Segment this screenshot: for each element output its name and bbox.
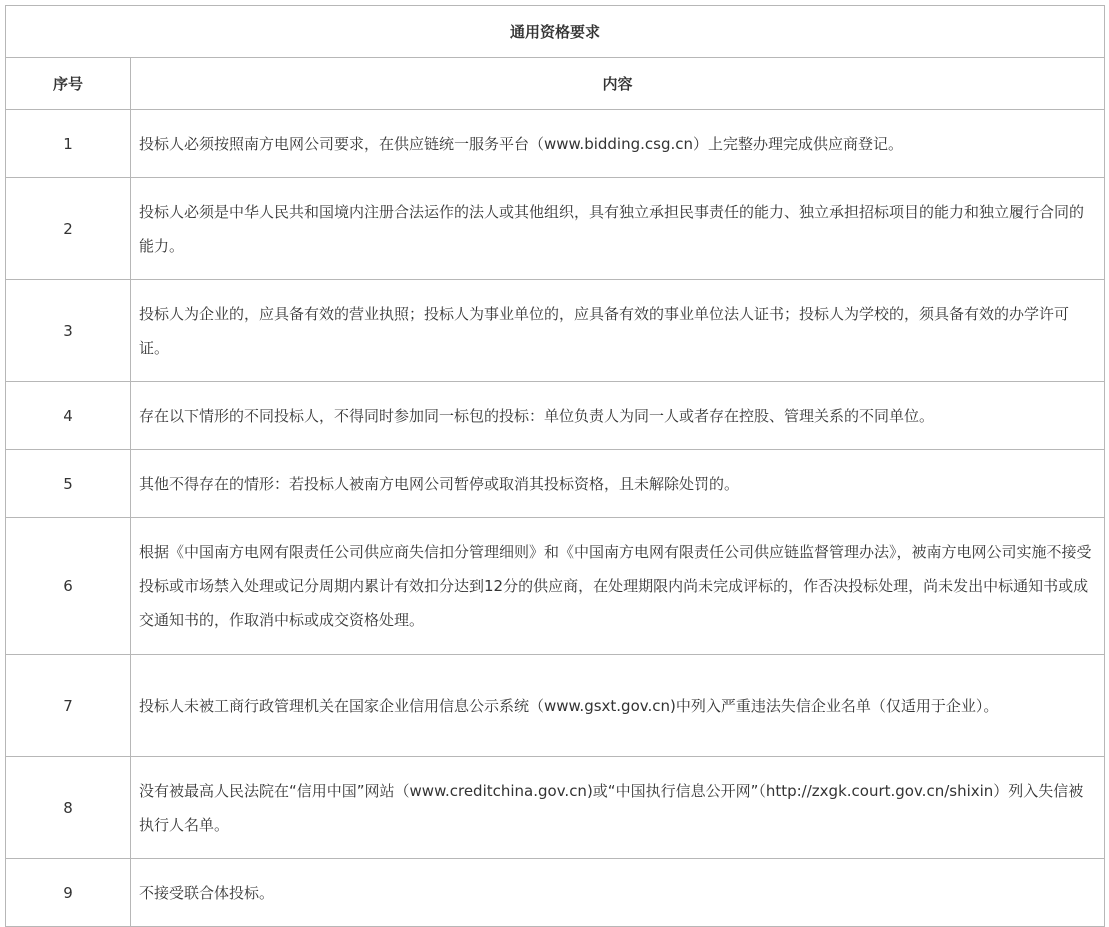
row-number: 7 (6, 655, 131, 757)
table-title: 通用资格要求 (6, 6, 1105, 58)
table-row (6, 110, 1105, 178)
row-content (131, 382, 1105, 450)
row-content (131, 450, 1105, 518)
row-content-text: 投标人必须按照南方电网公司要求，在供应链统一服务平台（www.bidding.csg.cn）上完整办理完成供应商登记。 (139, 134, 904, 153)
row-content-text: 没有被最高人民法院在“信用中国”网站（www.creditchina.gov.cn)或“中国执行信息公开网”（http://zxgk.court.gov.cn/shixin）列入失信被执行人名单。 (139, 781, 1084, 834)
row-number: 3 (6, 280, 131, 382)
row-content (131, 757, 1105, 859)
row-content (131, 859, 1105, 927)
row-number: 2 (6, 178, 131, 280)
row-number: 4 (6, 382, 131, 450)
row-content (131, 110, 1105, 178)
row-content (131, 280, 1105, 382)
row-content-text: 存在以下情形的不同投标人，不得同时参加同一标包的投标：单位负责人为同一人或者存在控股、管理关系的不同单位。 (139, 406, 935, 425)
table-row (6, 655, 1105, 757)
row-content-text: 其他不得存在的情形：若投标人被南方电网公司暂停或取消其投标资格，且未解除处罚的。 (139, 474, 740, 493)
table-header-row (6, 58, 1105, 110)
row-number: 5 (6, 450, 131, 518)
table-row (6, 450, 1105, 518)
table-row (6, 280, 1105, 382)
row-content-text: 投标人必须是中华人民共和国境内注册合法运作的法人或其他组织，具有独立承担民事责任的能力、独立承担招标项目的能力和独立履行合同的能力。 (139, 202, 1085, 255)
row-content-text: 投标人未被工商行政管理机关在国家企业信用信息公示系统（www.gsxt.gov.cn)中列入严重违法失信企业名单（仅适用于企业）。 (139, 696, 999, 715)
row-number: 9 (6, 859, 131, 927)
row-content (131, 518, 1105, 655)
row-number: 8 (6, 757, 131, 859)
table-row (6, 518, 1105, 655)
table-row (6, 178, 1105, 280)
table-row (6, 382, 1105, 450)
row-content-text: 投标人为企业的，应具备有效的营业执照；投标人为事业单位的，应具备有效的事业单位法人证书；投标人为学校的，须具备有效的办学许可证。 (139, 304, 1070, 357)
table-row (6, 757, 1105, 859)
row-content-text: 根据《中国南方电网有限责任公司供应商失信扣分管理细则》和《中国南方电网有限责任公司供应链监督管理办法》，被南方电网公司实施不接受投标或市场禁入处理或记分周期内累计有效扣分达到12分的供应商，在处理期限内尚未完成评标的，作否决投标处理，尚未发出中标通知书或成交通知书的，作取消中标或成交资格处理。 (139, 543, 1092, 629)
header-number: 序号 (6, 58, 131, 110)
row-content (131, 655, 1105, 757)
row-number: 1 (6, 110, 131, 178)
row-content (131, 178, 1105, 280)
table-title-row (6, 6, 1105, 58)
row-content-text: 不接受联合体投标。 (139, 883, 275, 902)
header-content: 内容 (131, 58, 1105, 110)
row-number: 6 (6, 518, 131, 655)
table-row (6, 859, 1105, 927)
